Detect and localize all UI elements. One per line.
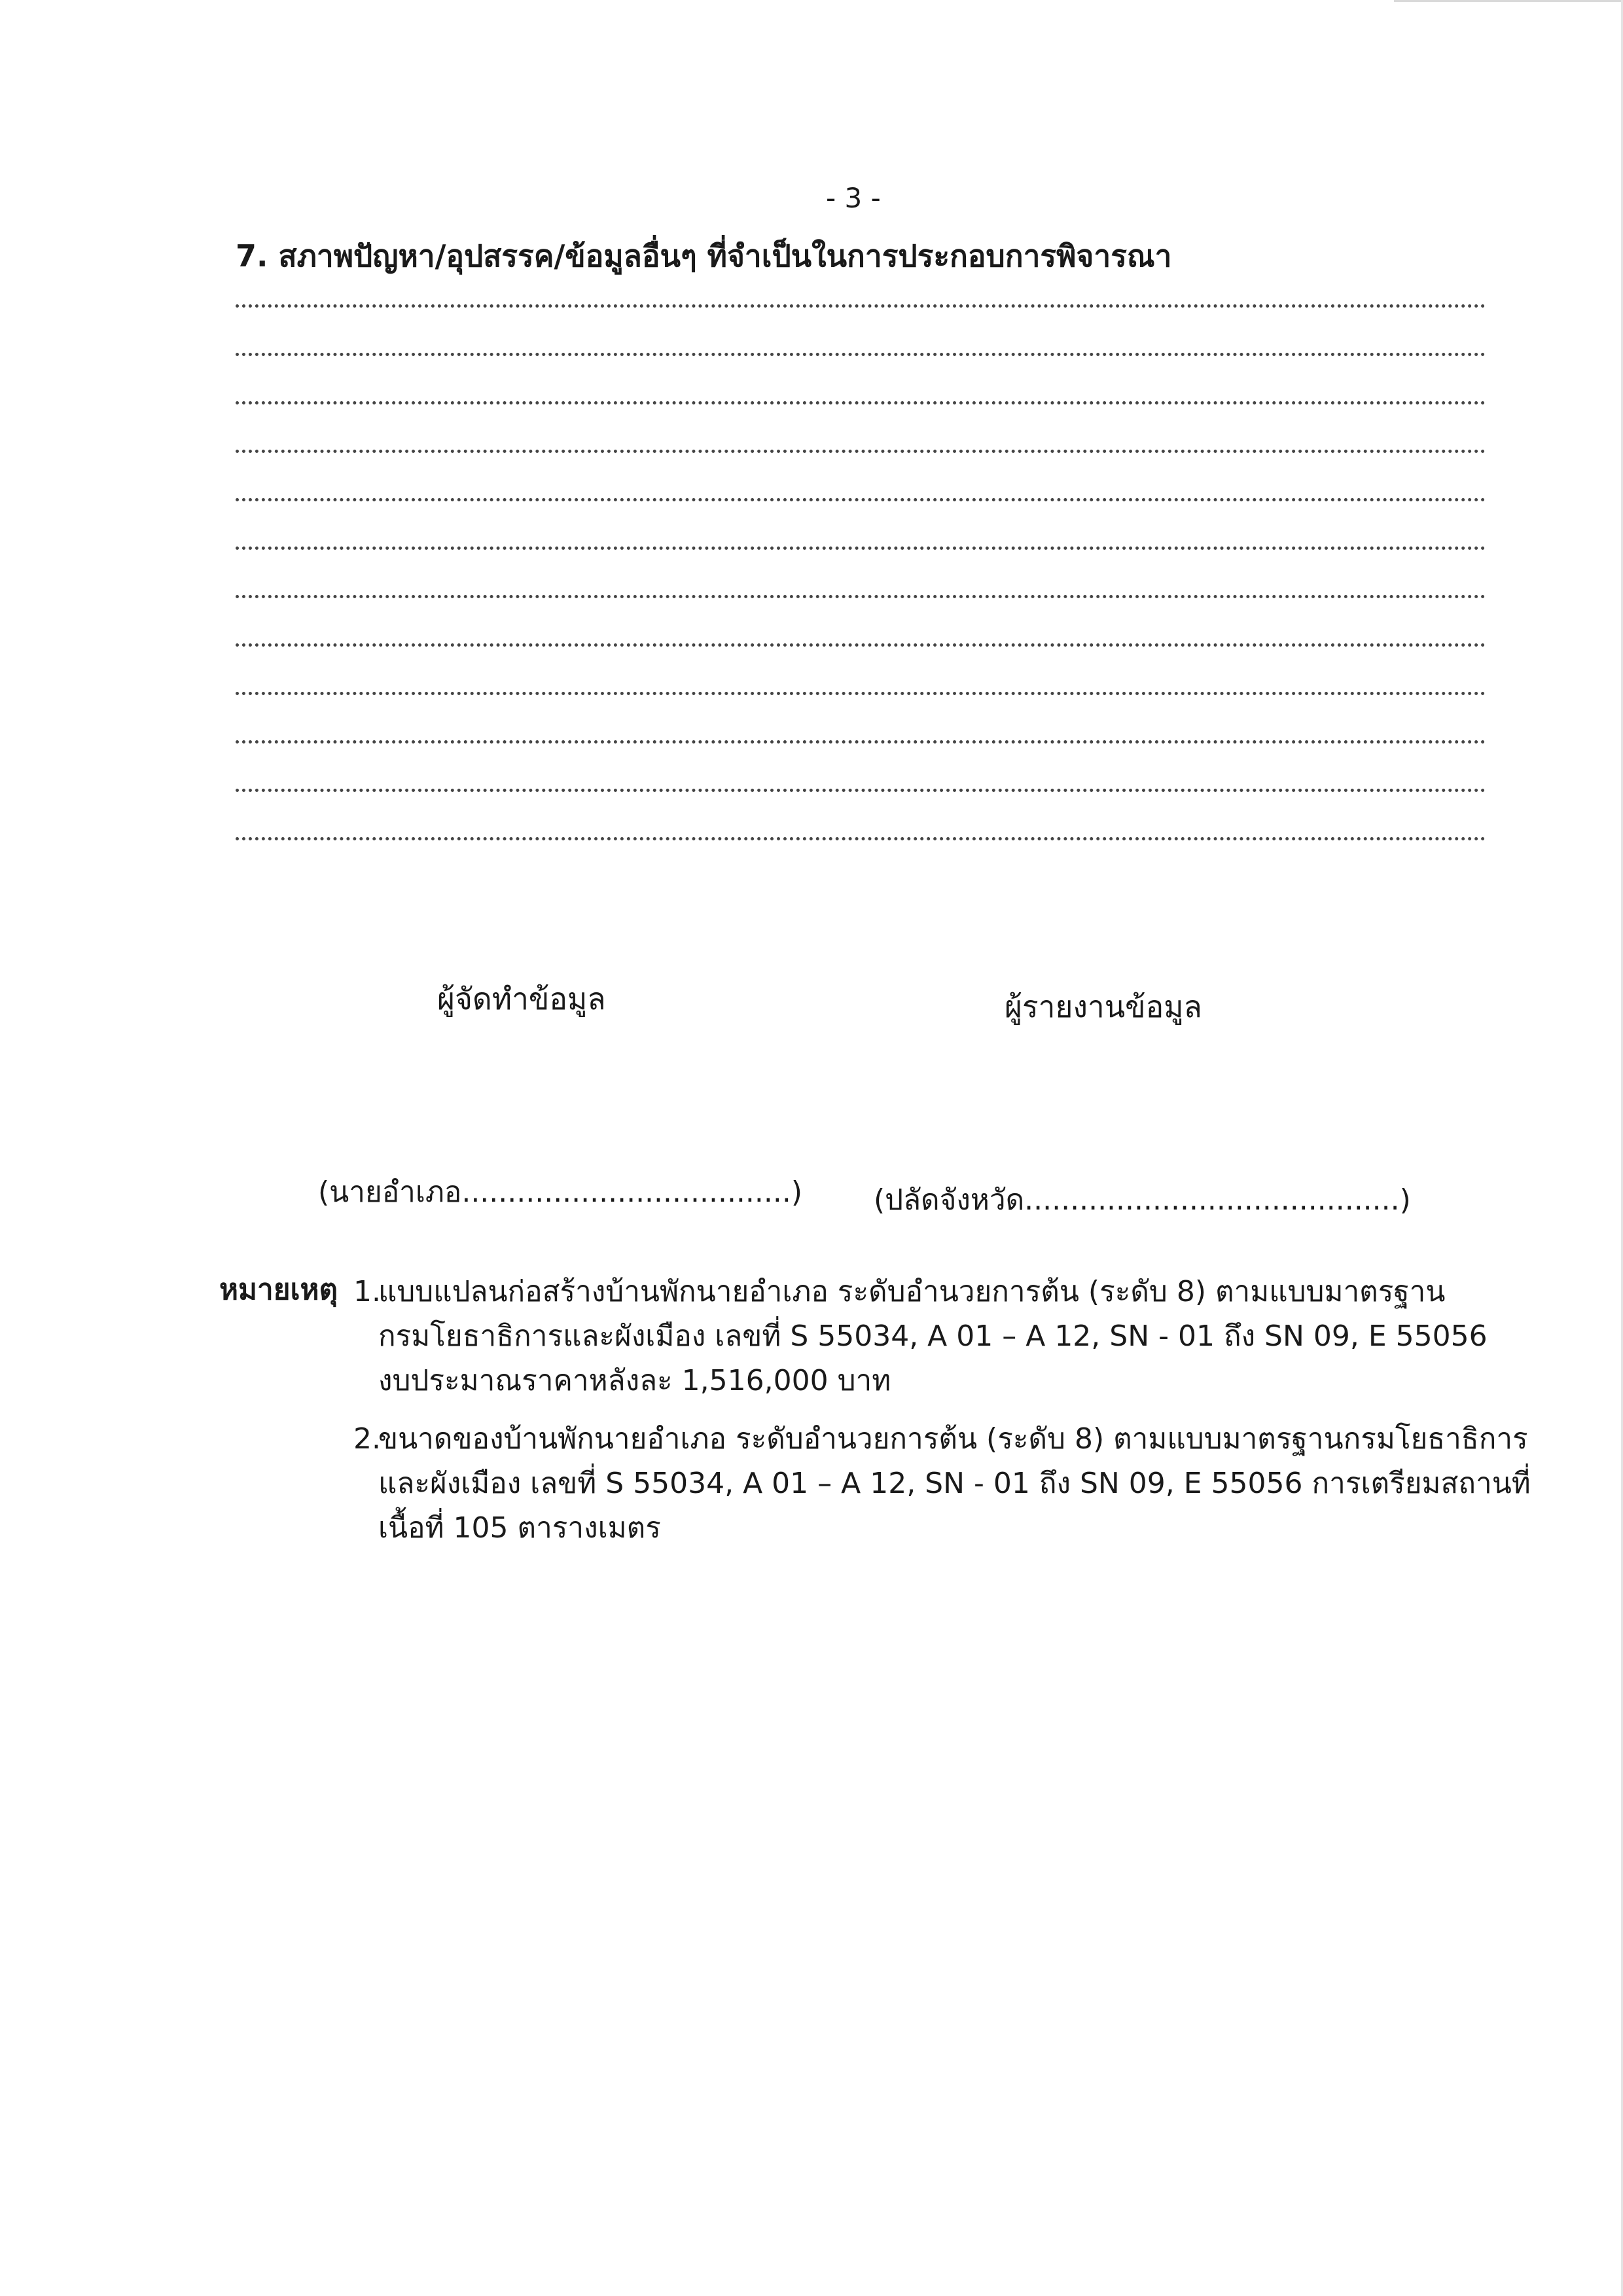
- dotted-line[interactable]: [236, 789, 1486, 792]
- note-number: 1.: [353, 1275, 381, 1308]
- dotted-line[interactable]: [236, 304, 1486, 308]
- dotted-answer-lines: [236, 304, 1486, 886]
- section-title: 7. สภาพปัญหา/อุปสรรค/ข้อมูลอื่นๆ ที่จำเป็นในการประกอบการพิจารณา: [236, 238, 1172, 274]
- preparer-name-field[interactable]: (นายอำเภอ....................................): [318, 1175, 803, 1209]
- dotted-line[interactable]: [236, 643, 1486, 647]
- dotted-line[interactable]: [236, 692, 1486, 695]
- note-item-2: [353, 1417, 1531, 1551]
- dotted-line[interactable]: [236, 353, 1486, 356]
- dotted-line[interactable]: [236, 450, 1486, 453]
- reporter-label: ผู้รายงานข้อมูล: [1005, 989, 1202, 1024]
- dotted-line[interactable]: [236, 498, 1486, 501]
- note-line: กรมโยธาธิการและผังเมือง เลขที่ S 55034, A 01 – A 12, SN - 01 ถึง SN 09, E 55056: [378, 1319, 1488, 1353]
- dotted-line[interactable]: [236, 837, 1486, 840]
- notes-label: หมายเหตุ: [219, 1273, 338, 1306]
- note-line: แบบแปลนก่อสร้างบ้านพักนายอำเภอ ระดับอำนวยการต้น (ระดับ 8) ตามแบบมาตรฐาน: [378, 1275, 1446, 1308]
- reporter-name-field[interactable]: (ปลัดจังหวัด.........................................): [874, 1183, 1411, 1217]
- dotted-line[interactable]: [236, 547, 1486, 550]
- page-edge-top: [1394, 0, 1623, 2]
- dotted-line[interactable]: [236, 595, 1486, 598]
- preparer-label: ผู้จัดทำข้อมูล: [437, 981, 606, 1016]
- note-line: งบประมาณราคาหลังละ 1,516,000 บาท: [378, 1364, 891, 1397]
- page-number: - 3 -: [826, 182, 881, 214]
- note-item-1: [353, 1270, 1492, 1403]
- note-line: และผังเมือง เลขที่ S 55034, A 01 – A 12, SN - 01 ถึง SN 09, E 55056 การเตรียมสถานที่: [378, 1467, 1531, 1500]
- note-line: เนื้อที่ 105 ตารางเมตร: [378, 1511, 661, 1545]
- note-line: ขนาดของบ้านพักนายอำเภอ ระดับอำนวยการต้น (ระดับ 8) ตามแบบมาตรฐานกรมโยธาธิการ: [378, 1422, 1528, 1456]
- note-number: 2.: [353, 1422, 381, 1456]
- dotted-line[interactable]: [236, 401, 1486, 404]
- dotted-line[interactable]: [236, 740, 1486, 744]
